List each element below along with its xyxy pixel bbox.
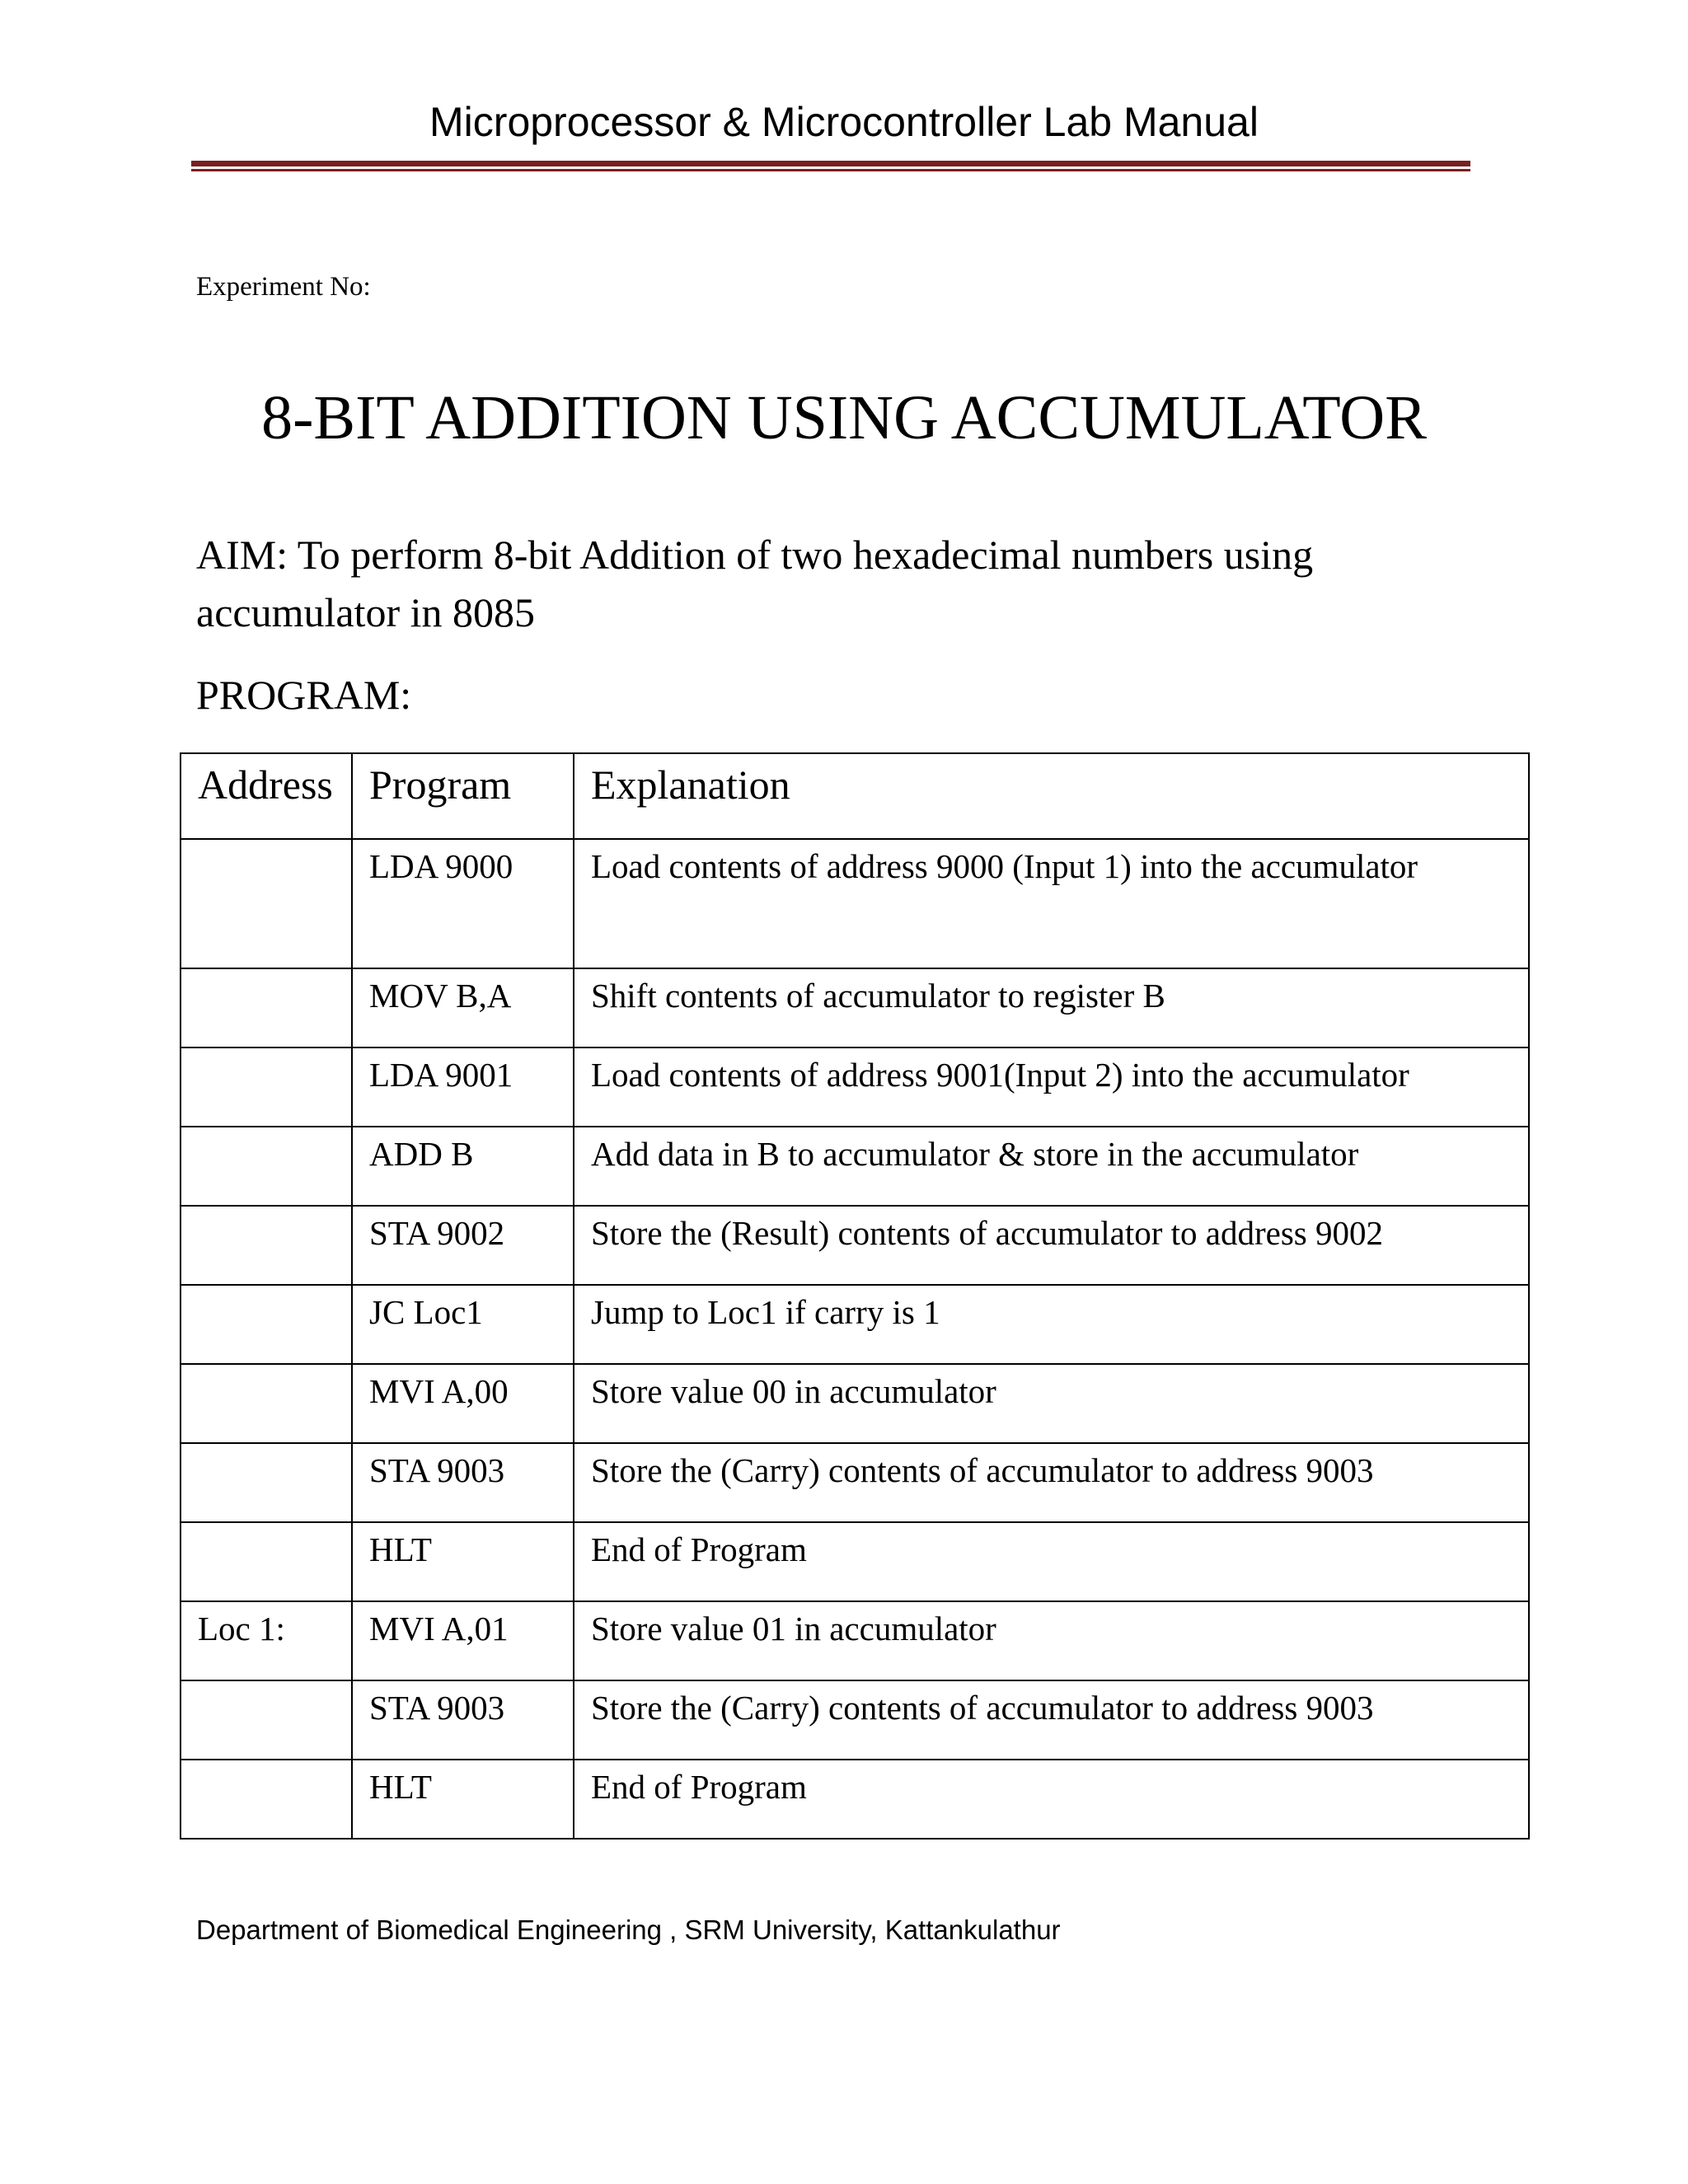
program-cell: STA 9003 <box>352 1443 574 1522</box>
table-row <box>181 839 1529 968</box>
address-cell <box>181 1522 352 1601</box>
explanation-cell: Shift contents of accumulator to register B <box>574 968 1529 1047</box>
explanation-cell: Add data in B to accumulator & store in the accumulator <box>574 1127 1529 1206</box>
address-cell <box>181 1760 352 1839</box>
table-row <box>181 1522 1529 1601</box>
program-cell: ADD B <box>352 1127 574 1206</box>
explanation-cell: Jump to Loc1 if carry is 1 <box>574 1285 1529 1364</box>
aim-statement: AIM: To perform 8-bit Addition of two hexadecimal numbers using accumulator in 8085 <box>196 532 1314 635</box>
address-cell <box>181 1127 352 1206</box>
table-row <box>181 968 1529 1047</box>
program-table <box>180 752 1530 1840</box>
program-cell: MOV B,A <box>352 968 574 1047</box>
explanation-cell: End of Program <box>574 1760 1529 1839</box>
table-row <box>181 1443 1529 1522</box>
program-cell: MVI A,01 <box>352 1601 574 1680</box>
address-cell <box>181 1443 352 1522</box>
program-cell: LDA 9000 <box>352 839 574 968</box>
table-row <box>181 1364 1529 1443</box>
header-program: Program <box>352 753 574 839</box>
table-row <box>181 1127 1529 1206</box>
explanation-cell: Load contents of address 9000 (Input 1) into the accumulator <box>574 839 1529 968</box>
address-cell <box>181 1364 352 1443</box>
explanation-cell: Load contents of address 9001(Input 2) into the accumulator <box>574 1047 1529 1127</box>
page-header-title: Microprocessor & Microcontroller Lab Manual <box>429 99 1259 145</box>
program-label: PROGRAM: <box>196 672 412 718</box>
table-row <box>181 1285 1529 1364</box>
header-rule-thick-line <box>191 161 1470 166</box>
document-title: 8-BIT ADDITION USING ACCUMULATOR <box>261 383 1427 452</box>
address-cell <box>181 1680 352 1760</box>
table-row <box>181 1047 1529 1127</box>
address-cell <box>181 1206 352 1285</box>
page-footer: Department of Biomedical Engineering , SRM University, Kattankulathur <box>196 1915 1061 1945</box>
explanation-cell: Store value 01 in accumulator <box>574 1601 1529 1680</box>
program-cell: MVI A,00 <box>352 1364 574 1443</box>
header-explanation: Explanation <box>574 753 1529 839</box>
address-cell <box>181 968 352 1047</box>
header-rule-thin-line <box>191 169 1470 171</box>
experiment-number-label: Experiment No: <box>196 272 371 302</box>
program-cell: STA 9002 <box>352 1206 574 1285</box>
table-row <box>181 1601 1529 1680</box>
address-cell: Loc 1: <box>181 1601 352 1680</box>
program-cell: LDA 9001 <box>352 1047 574 1127</box>
program-cell: HLT <box>352 1760 574 1839</box>
explanation-cell: End of Program <box>574 1522 1529 1601</box>
program-cell: JC Loc1 <box>352 1285 574 1364</box>
explanation-cell: Store value 00 in accumulator <box>574 1364 1529 1443</box>
program-cell: STA 9003 <box>352 1680 574 1760</box>
explanation-cell: Store the (Result) contents of accumulator to address 9002 <box>574 1206 1529 1285</box>
table-header-row <box>181 753 1529 839</box>
explanation-cell: Store the (Carry) contents of accumulator to address 9003 <box>574 1443 1529 1522</box>
header-rule <box>191 161 1470 172</box>
header-address: Address <box>181 753 352 839</box>
table-row <box>181 1680 1529 1760</box>
address-cell <box>181 839 352 968</box>
program-cell: HLT <box>352 1522 574 1601</box>
table-row <box>181 1760 1529 1839</box>
address-cell <box>181 1285 352 1364</box>
address-cell <box>181 1047 352 1127</box>
table-row <box>181 1206 1529 1285</box>
explanation-cell: Store the (Carry) contents of accumulator to address 9003 <box>574 1680 1529 1760</box>
